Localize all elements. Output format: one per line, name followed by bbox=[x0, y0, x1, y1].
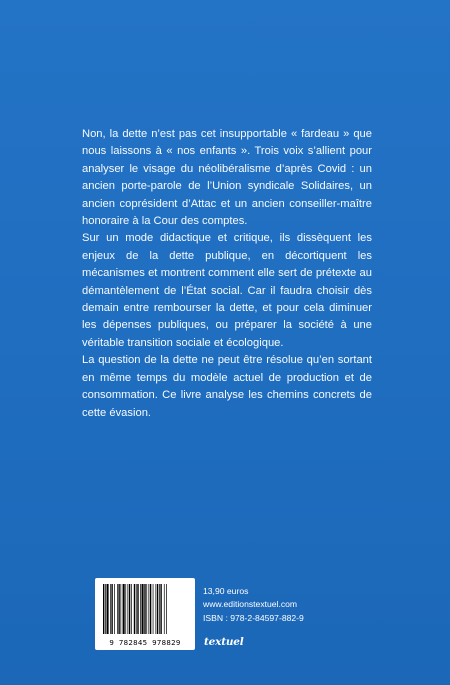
barcode-bar bbox=[129, 584, 130, 634]
barcode-bar bbox=[118, 584, 119, 634]
back-cover-blurb bbox=[82, 126, 372, 422]
barcode-bar bbox=[131, 584, 132, 634]
barcode-bar bbox=[111, 584, 112, 634]
barcode-bar bbox=[136, 584, 137, 634]
blurb-paragraph-3: La question de la dette ne peut être résolue qu’en sortant en même temps du modèle actuel de production et de consommation. Ce livre analyse les chemins concrets de cette évasion. bbox=[82, 354, 372, 419]
barcode-bar bbox=[159, 584, 160, 634]
barcode-bar bbox=[107, 584, 109, 634]
barcode-bar bbox=[128, 584, 129, 634]
barcode-bar bbox=[150, 584, 151, 634]
barcode-bar bbox=[160, 584, 161, 634]
barcode-bar bbox=[121, 584, 122, 634]
blurb-paragraph-2: Sur un mode didactique et critique, ils dissèquent les enjeux de la dette publique, en décortiquent les mécanismes et montrent comment elle sert de prétexte au démantèlement de l’État social. Car il faudra choisir dès demain entre rembourser la dette, et pour cela diminuer les dépenses publiques, ou préparer la société à une véritable transition sociale et écologique. bbox=[82, 232, 372, 349]
barcode-bars bbox=[103, 584, 187, 634]
publication-info bbox=[203, 585, 304, 625]
barcode-bar bbox=[166, 584, 167, 634]
barcode-bar bbox=[125, 584, 126, 634]
barcode-bar bbox=[156, 584, 157, 634]
barcode-bar bbox=[157, 584, 158, 634]
price: 13,90 euros bbox=[203, 586, 249, 596]
isbn-barcode bbox=[95, 578, 195, 650]
barcode-bar bbox=[134, 584, 135, 634]
barcode-bar bbox=[105, 584, 106, 634]
barcode-digits: 9 782845 978829 bbox=[109, 638, 181, 647]
barcode-bar bbox=[140, 584, 141, 634]
barcode-bar bbox=[164, 584, 165, 634]
isbn-number: ISBN : 978-2-84597-882-9 bbox=[203, 612, 304, 623]
barcode-bar bbox=[144, 584, 145, 634]
publisher-website: www.editionstextuel.com bbox=[203, 599, 298, 610]
barcode-bar bbox=[137, 584, 138, 634]
blurb-paragraph-1: Non, la dette n’est pas cet insupportable « fardeau » que nous laissons à « nos enfants ». Trois voix s’allient pour analyser le visage du néolibéralisme d’après Covid : un ancien porte-parole de l’Union syndicale Solidaires, un ancien coprésident d’Attac et un ancien conseiller-maître honoraire à la Cour des comptes. bbox=[82, 128, 372, 228]
publisher-logo: textuel bbox=[204, 636, 244, 648]
barcode-bar bbox=[114, 584, 115, 634]
barcode-bar bbox=[110, 584, 111, 634]
barcode-bar bbox=[117, 584, 118, 634]
barcode-bar bbox=[142, 584, 144, 634]
barcode-bar bbox=[123, 584, 125, 634]
barcode-bar bbox=[146, 584, 147, 634]
barcode-bar bbox=[103, 584, 104, 634]
barcode-bar bbox=[149, 584, 150, 634]
barcode-bar bbox=[153, 584, 154, 634]
